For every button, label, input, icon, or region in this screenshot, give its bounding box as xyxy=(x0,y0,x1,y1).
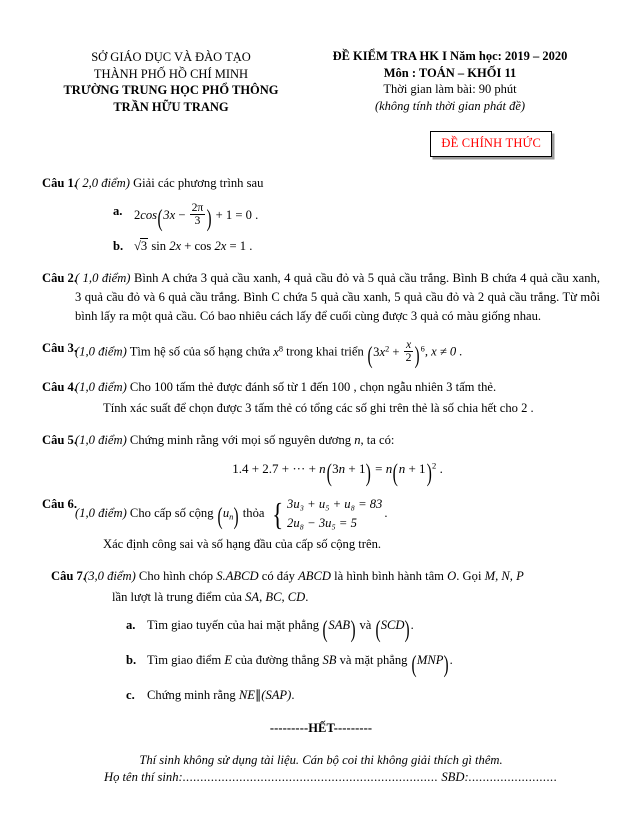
question-6-equation-1: 3u₃ + u₅ + u₈ = 83 xyxy=(287,497,383,512)
question-7a-text-1: Tìm giao tuyến của hai mặt phẳng xyxy=(147,618,320,633)
question-7b-point: E xyxy=(224,653,233,668)
question-5-formula: 1.4 + 2.7 + ··· + $n(3n + 1) = n(n + 1)^2$ . xyxy=(232,458,443,487)
question-5-variable: n xyxy=(354,433,361,448)
question-6-line-2: Xác định công sai và số hạng đầu của cấp số cộng trên. xyxy=(103,536,382,551)
candidate-sbd-label: SBD: xyxy=(441,770,469,785)
question-5 xyxy=(42,431,600,487)
question-1-text: Giải các phương trình sau xyxy=(133,176,264,190)
school-type-line: TRƯỜNG TRUNG HỌC PHỔ THÔNG xyxy=(63,83,279,97)
question-7a-period: . xyxy=(410,618,414,633)
question-list xyxy=(42,174,600,705)
question-7a-plane-2: (SCD) xyxy=(375,615,411,643)
candidate-sbd-dots: ......................... xyxy=(468,770,558,785)
question-4-points: (1,0 điểm) xyxy=(75,379,127,394)
question-7a-label: a. xyxy=(126,618,136,633)
question-7b-label: b. xyxy=(126,653,137,668)
question-7a-plane-1: (SAB) xyxy=(322,615,356,643)
question-1b-formula: √3 sin 2x + cos 2x = 1 . xyxy=(134,238,253,253)
exam-duration-line: Thời gian làm bài: 90 phút xyxy=(383,82,517,96)
official-stamp-row xyxy=(42,131,600,157)
question-7 xyxy=(42,567,600,705)
question-5-label: Câu 5. xyxy=(42,433,77,448)
question-7a xyxy=(84,615,600,643)
question-1a-label: a. xyxy=(113,204,123,219)
question-7-center: O xyxy=(447,569,457,584)
question-2-body xyxy=(75,269,600,326)
question-7-midpoints: SA, BC, CD xyxy=(245,590,306,605)
question-7c-label: c. xyxy=(126,688,135,703)
parallel-symbol-icon: ∥ xyxy=(254,688,262,703)
question-6-text: Cho cấp số cộng xyxy=(129,505,214,520)
question-7-text-1: Cho hình chóp xyxy=(138,569,214,584)
question-7-points-list: M, N, P xyxy=(484,569,524,584)
question-7c-period: . xyxy=(291,688,295,703)
exam-header-block xyxy=(300,48,600,114)
question-7-solid: S.ABCD xyxy=(216,569,259,584)
question-6-text-2: thỏa xyxy=(242,505,265,520)
question-3-text-mid: trong khai triển xyxy=(286,344,364,359)
question-6-equation-2: 2u₈ − 3u₅ = 5 xyxy=(287,516,357,531)
question-3-condition: , x ≠ 0 . xyxy=(424,344,463,359)
question-7b xyxy=(84,650,600,678)
question-5-points: (1,0 điểm) xyxy=(75,433,127,448)
official-exam-stamp: ĐỀ CHÍNH THỨC xyxy=(430,131,552,157)
question-1 xyxy=(42,174,600,256)
question-7-points: (3,0 điểm) xyxy=(84,569,136,584)
question-3-text-before: Tìm hệ số của số hạng chứa xyxy=(129,344,271,359)
question-3 xyxy=(42,338,600,370)
question-1-points: ( 2,0 điểm) xyxy=(75,176,130,190)
system-brace: { xyxy=(271,495,283,532)
question-5-body xyxy=(75,431,600,450)
question-7-subitems xyxy=(84,616,600,705)
department-line-2: THÀNH PHỐ HỒ CHÍ MINH xyxy=(93,66,249,81)
question-7b-text-3: và mặt phẳng xyxy=(339,653,408,668)
question-1a-formula: 2cos(3x − $\frac{2\pi}{3}$ ) + 1 = 0 . xyxy=(134,201,259,233)
question-7-text-6: . xyxy=(305,590,309,605)
exam-duration-note: (không tính thời gian phát đề) xyxy=(374,98,526,113)
question-7c-plane: (SAP) xyxy=(261,688,292,703)
exam-instructions-note: Thí sinh không sử dụng tài liệu. Cán bộ coi thi không giải thích gì thêm. xyxy=(139,753,503,768)
candidate-name-dots: ........................................................................ xyxy=(182,770,439,785)
question-1-subitems xyxy=(75,202,600,256)
question-7-base: ABCD xyxy=(298,569,331,584)
question-7b-text-1: Tìm giao điểm xyxy=(147,653,222,668)
question-5-text-end: , ta có: xyxy=(360,433,395,448)
question-6-period: . xyxy=(384,505,388,520)
school-name-line: TRẦN HỮU TRANG xyxy=(113,99,229,114)
question-7c xyxy=(84,686,600,705)
question-2-text: Bình A chứa 3 quả cầu xanh, 4 quả cầu đỏ và 5 quả cầu trắng. Bình B chứa 4 quả cầu xanh, 3 quả cầu đỏ và 6 quả cầu trắng. Bình C chứa 5 quả cầu xanh, 5 quả cầu đỏ và 2 quả cầu trắng. Từ mỗi bình lấy ra một quả cầu. Có bao nhiêu cách lấy để cuối cùng được 3 quả có màu giống nhau. xyxy=(75,270,600,324)
question-3-target-term: $x^8$ xyxy=(273,344,284,359)
question-3-body xyxy=(75,338,600,370)
question-1b-label: b. xyxy=(113,238,124,253)
question-6-label: Câu 6. xyxy=(42,497,77,512)
candidate-info-line xyxy=(42,770,600,785)
question-6-points: (1,0 điểm) xyxy=(75,505,127,520)
question-3-binomial: ($3x^2$ + $\frac{x}{2}$ )$^6$ xyxy=(367,338,425,370)
question-1b xyxy=(75,237,600,256)
question-3-points: (1,0 điểm) xyxy=(75,344,127,359)
department-line-1: SỞ GIÁO DỤC VÀ ĐÀO TẠO xyxy=(91,50,251,64)
question-2 xyxy=(42,269,600,326)
end-of-exam-mark: ---------HẾT--------- xyxy=(269,721,373,736)
question-1-label: Câu 1. xyxy=(42,176,77,190)
question-7-label: Câu 7. xyxy=(51,569,86,584)
question-7-text-4: . Gọi xyxy=(456,569,482,584)
question-6-system xyxy=(270,495,383,533)
question-7-text-2: có đáy xyxy=(261,569,295,584)
exam-subject-line: Môn : TOÁN – KHỐI 11 xyxy=(383,65,517,80)
document-header xyxy=(42,48,600,115)
question-1a xyxy=(75,201,600,233)
question-4-line-2: Tính xác suất để chọn được 3 tấm thẻ có tổng các số ghi trên thẻ là số chia hết cho 2 . xyxy=(103,401,534,416)
question-7-text-5: lần lượt là trung điểm của xyxy=(112,590,242,605)
question-7c-text: Chứng minh rằng xyxy=(147,688,236,703)
question-7b-period: . xyxy=(449,653,453,668)
question-7-text-3: là hình bình hành tâm xyxy=(334,569,444,584)
question-7c-segment: NE xyxy=(238,688,255,703)
question-4 xyxy=(42,378,600,418)
question-7a-text-2: và xyxy=(359,618,372,633)
question-1-body xyxy=(75,174,600,193)
question-5-text: Chứng minh rằng với mọi số nguyên dương xyxy=(129,433,352,448)
question-4-line-1: Cho 100 tấm thẻ được đánh số từ 1 đến 100 , chọn ngẫu nhiên 3 tấm thẻ. xyxy=(129,379,497,394)
question-3-label: Câu 3. xyxy=(42,341,77,356)
question-2-label: Câu 2. xyxy=(42,270,77,285)
question-6-body xyxy=(75,495,600,554)
question-7-line-2 xyxy=(84,588,600,607)
exam-title-line: ĐỀ KIỂM TRA HK I Năm học: 2019 – 2020 xyxy=(332,49,568,63)
question-7-body xyxy=(84,567,600,607)
question-4-body xyxy=(75,378,600,418)
school-header-block xyxy=(42,48,300,115)
question-4-label: Câu 4. xyxy=(42,379,77,394)
question-7b-plane: (MNP) xyxy=(411,650,450,678)
question-7b-text-2: của đường thẳng xyxy=(235,653,320,668)
question-7b-line: SB xyxy=(322,653,337,668)
question-2-points: ( 1,0 điểm) xyxy=(75,270,131,285)
candidate-name-label: Họ tên thí sinh: xyxy=(104,770,183,785)
question-6 xyxy=(42,495,600,554)
question-6-sequence: $(u_n)$ xyxy=(217,503,240,531)
